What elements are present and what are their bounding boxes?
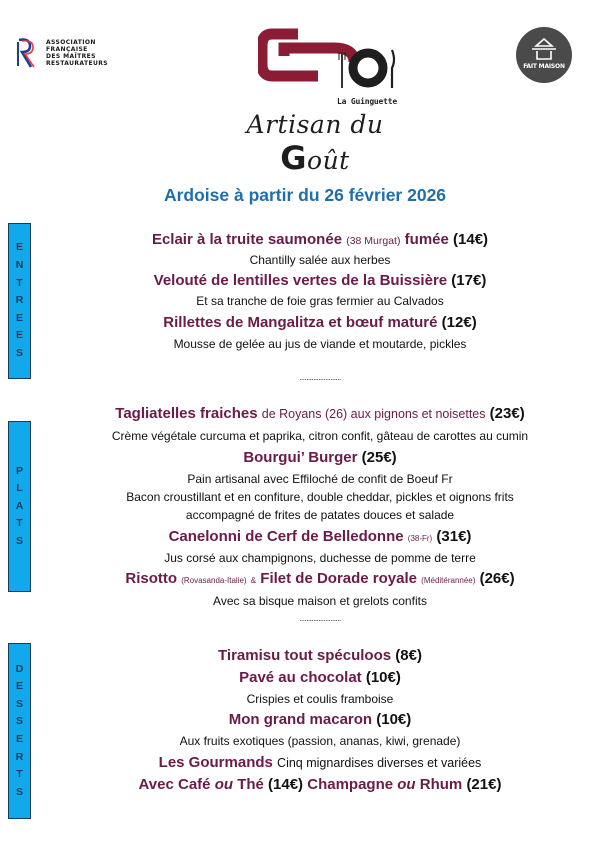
dish-detail: Cinq mignardises diverses et variées bbox=[277, 756, 482, 770]
tab-letter: N bbox=[15, 259, 24, 272]
dish-option: Thé bbox=[237, 776, 264, 793]
dish-price: (14€) bbox=[268, 776, 304, 793]
tab-letter: E bbox=[15, 241, 23, 254]
tab-letter: P bbox=[15, 464, 23, 477]
tab-letter: T bbox=[16, 517, 23, 530]
dish-canelonni bbox=[40, 528, 600, 545]
dish-description: Pain artisanal avec Effiloché de confit de Boeuf Fr bbox=[187, 472, 453, 486]
section-tab-plats bbox=[8, 421, 31, 592]
tab-letter: S bbox=[15, 346, 23, 359]
fait-maison-badge bbox=[516, 27, 572, 83]
dish-option: Rhum bbox=[419, 776, 463, 793]
tricolor-r-icon bbox=[14, 36, 38, 70]
house-icon bbox=[530, 37, 558, 61]
dish-burger bbox=[40, 449, 600, 466]
dish-price: (14€) bbox=[453, 231, 489, 248]
dish-description: Aux fruits exotiques (passion, ananas, kiwi, grenade) bbox=[179, 734, 461, 748]
dish-price: (12€) bbox=[441, 314, 477, 331]
dish-name: Velouté de lentilles vertes de la Buissière bbox=[153, 272, 448, 289]
tab-letter: E bbox=[15, 680, 23, 693]
tagline-part: Artisan du bbox=[246, 110, 384, 139]
dish-name: Tagliatelles fraiches bbox=[115, 405, 258, 422]
brand-subtitle: La Guinguette bbox=[337, 97, 398, 106]
association-line: ASSOCIATION bbox=[46, 38, 96, 46]
dish-description: Jus corsé aux champignons, duchesse de pomme de terre bbox=[164, 551, 476, 565]
tab-letter: L bbox=[16, 482, 23, 495]
tab-letter: D bbox=[15, 662, 24, 675]
dish-name: Mon grand macaron bbox=[228, 711, 373, 728]
association-line: FRANÇAISE bbox=[46, 45, 88, 53]
association-line: RESTAURATEURS bbox=[46, 60, 109, 68]
tab-letter: T bbox=[16, 276, 23, 289]
dish-price: (31€) bbox=[436, 528, 472, 545]
dish-name: Eclair à la truite saumonée bbox=[151, 231, 343, 248]
dish-price: (26€) bbox=[479, 570, 515, 587]
dish-name: Risotto bbox=[125, 570, 178, 587]
dish-origin: (Rovasanda-Italie) bbox=[181, 576, 247, 585]
tab-letter: E bbox=[15, 311, 23, 324]
dish-risotto-dorade bbox=[40, 570, 600, 587]
dish-origin: (38-Fr) bbox=[407, 534, 433, 543]
fait-maison-label: FAIT MAISON bbox=[523, 62, 565, 70]
tab-letter: E bbox=[15, 329, 23, 342]
dish-detail: de Royans (26) aux pignons et noisettes bbox=[261, 407, 486, 421]
dish-gourmands bbox=[40, 754, 600, 771]
dish-price: (23€) bbox=[489, 405, 525, 422]
tab-letter: S bbox=[15, 534, 23, 547]
dish-name: Bourgui’ Burger bbox=[243, 449, 358, 466]
section-separator: ........................ bbox=[299, 614, 341, 623]
dish-price: (10€) bbox=[365, 669, 401, 686]
dish-origin: (38 Murgat) bbox=[346, 235, 401, 247]
tab-letter: E bbox=[15, 733, 23, 745]
dish-connector: ou bbox=[214, 776, 234, 793]
dish-name: fumée bbox=[404, 231, 449, 248]
dish-veloute bbox=[40, 272, 600, 289]
dish-option: Champagne bbox=[307, 776, 394, 793]
dish-description: Et sa tranche de foie gras fermier au Calvados bbox=[196, 294, 444, 308]
dish-price: (21€) bbox=[466, 776, 502, 793]
tab-letter: A bbox=[15, 499, 24, 512]
tab-letter: S bbox=[15, 785, 23, 798]
tab-letter: T bbox=[16, 768, 23, 781]
dish-price: (25€) bbox=[361, 449, 397, 466]
dish-origin: (Méditérannée) bbox=[421, 576, 476, 585]
dish-name: Canelonni de Cerf de Belledonne bbox=[168, 528, 404, 545]
dish-price: (17€) bbox=[451, 272, 487, 289]
tab-letter: S bbox=[15, 715, 23, 728]
dish-description: accompagné de frites de patates douces et salade bbox=[185, 508, 455, 522]
dish-description: Bacon croustillant et en confiture, double cheddar, pickles et oignons frits bbox=[126, 490, 514, 504]
section-tab-desserts bbox=[8, 643, 31, 819]
dish-option: Avec Café bbox=[138, 776, 211, 793]
dish-ampersand: & bbox=[250, 576, 257, 585]
dish-gourmands-pricing bbox=[40, 776, 600, 793]
tab-letter: R bbox=[15, 750, 24, 763]
dish-price: (10€) bbox=[376, 711, 412, 728]
tab-letter: R bbox=[15, 294, 24, 307]
tab-letter: S bbox=[15, 697, 23, 710]
association-name bbox=[46, 39, 108, 68]
dish-pave-chocolat bbox=[40, 669, 600, 686]
tagline-initial: G bbox=[280, 139, 308, 177]
dish-name: Rillettes de Mangalitza et bœuf maturé bbox=[163, 314, 438, 331]
dish-name: Filet de Dorade royale bbox=[260, 570, 417, 587]
dish-name: Tiramisu tout spéculoos bbox=[218, 647, 392, 664]
page-title: Ardoise à partir du 26 février 2026 bbox=[163, 185, 447, 205]
dish-description: Mousse de gelée au jus de viande et moutarde, pickles bbox=[173, 337, 467, 351]
dish-eclair bbox=[40, 231, 600, 248]
dish-description: Chantilly salée aux herbes bbox=[249, 253, 391, 267]
tagline-part: oût bbox=[307, 146, 350, 175]
brand-tagline bbox=[210, 110, 420, 177]
dish-description: Crispies et coulis framboise bbox=[246, 692, 394, 706]
dish-rillettes bbox=[40, 314, 600, 331]
dish-description: Avec sa bisque maison et grelots confits bbox=[213, 594, 427, 608]
maitres-restaurateurs-logo bbox=[14, 36, 108, 70]
dish-tiramisu bbox=[40, 647, 600, 664]
dish-tagliatelles bbox=[40, 405, 600, 422]
association-line: DES MAÎTRES bbox=[46, 53, 96, 60]
dish-name: Les Gourmands bbox=[158, 754, 273, 771]
dish-macaron bbox=[40, 711, 600, 728]
dish-description: Crème végétale curcuma et paprika, citron confit, gâteau de carottes au cumin bbox=[111, 429, 529, 443]
section-tab-entrees bbox=[8, 223, 31, 379]
dish-connector: ou bbox=[397, 776, 416, 793]
section-separator: ........................ bbox=[299, 373, 341, 382]
dish-price: (8€) bbox=[395, 647, 422, 664]
cd-monogram-icon bbox=[258, 28, 398, 90]
dish-name: Pavé au chocolat bbox=[239, 669, 362, 686]
restaurant-logo bbox=[210, 28, 410, 177]
